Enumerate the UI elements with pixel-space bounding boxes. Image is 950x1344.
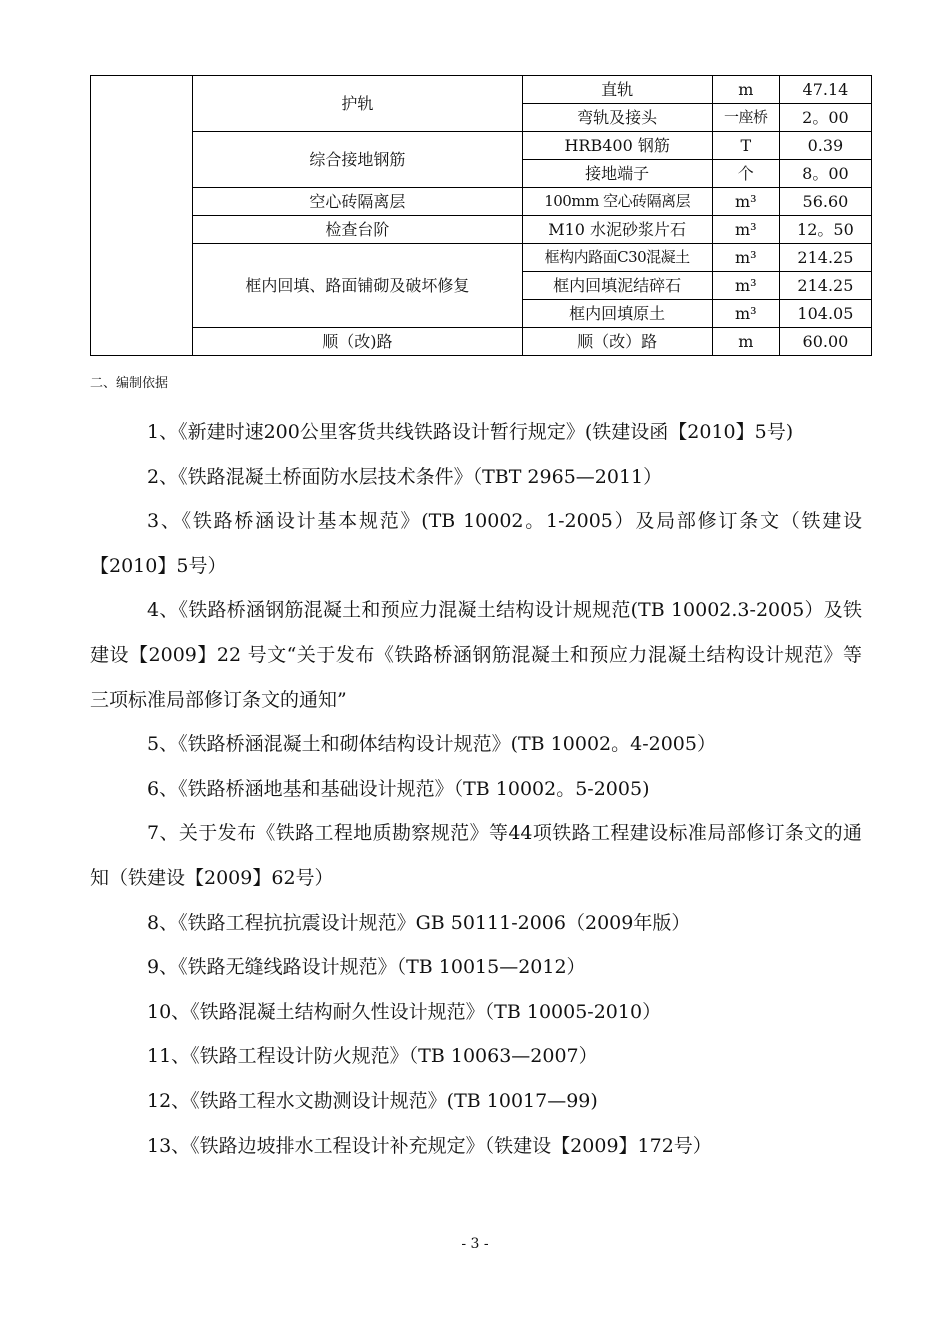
list-item: 5、《铁路桥涵混凝土和砌体结构设计规范》(TB 10002。4-2005） [147, 733, 716, 756]
unit-cell: m³ [712, 300, 779, 328]
quantity-cell: 214.25 [779, 272, 871, 300]
quantity-cell: 12。50 [779, 216, 871, 244]
list-item: 11、《铁路工程设计防火规范》（TB 10063—2007） [147, 1045, 598, 1068]
category-cell: 顺（改)路 [193, 328, 522, 356]
quantity-cell: 60.00 [779, 328, 871, 356]
list-item: 3、《铁路桥涵设计基本规范》(TB 10002。1-2005）及局部修订条文（铁建设【2010】5号） [90, 510, 862, 577]
item-cell: M10 水泥砂浆片石 [522, 216, 712, 244]
item-cell: 直轨 [522, 76, 712, 104]
list-item: 8、《铁路工程抗抗震设计规范》GB 50111-2006（2009年版） [147, 911, 691, 934]
unit-cell: 个 [712, 160, 779, 188]
unit-cell: m³ [712, 216, 779, 244]
category-cell: 综合接地钢筋 [193, 132, 522, 188]
unit-cell: m³ [712, 244, 779, 272]
table-row [91, 328, 872, 356]
list-item: 12、《铁路工程水文勘测设计规范》(TB 10017—99) [147, 1089, 598, 1112]
basis-list [90, 410, 862, 1168]
category-cell: 空心砖隔离层 [193, 188, 522, 216]
category-cell: 护轨 [193, 76, 522, 132]
list-item: 7、关于发布《铁路工程地质勘察规范》等44项铁路工程建设标准局部修订条文的通知（铁建设【2009】62号） [90, 822, 862, 889]
category-cell: 框内回填、路面铺砌及破坏修复 [193, 244, 522, 328]
quantity-cell: 47.14 [779, 76, 871, 104]
quantity-cell: 8。00 [779, 160, 871, 188]
list-item: 4、《铁路桥涵钢筋混凝土和预应力混凝土结构设计规规范(TB 10002.3-2005）及铁建设【2009】22 号文“关于发布《铁路桥涵钢筋混凝土和预应力混凝土结构设计规范》等三项标准局部修订条文的通知” [90, 599, 862, 711]
unit-cell: m³ [712, 188, 779, 216]
list-item: 2、《铁路混凝土桥面防水层技术条件》（TBT 2965—2011） [147, 465, 663, 488]
page-number: - 3 - [461, 1236, 489, 1252]
item-cell: 接地端子 [522, 160, 712, 188]
item-cell: 框内回填泥结碎石 [522, 272, 712, 300]
table-row [91, 188, 872, 216]
item-cell: 弯轨及接头 [522, 104, 712, 132]
merged-blank-cell [91, 76, 193, 356]
item-cell: HRB400 钢筋 [522, 132, 712, 160]
unit-cell: m [712, 328, 779, 356]
list-item: 10、《铁路混凝土结构耐久性设计规范》（TB 10005-2010） [147, 1000, 662, 1023]
unit-cell: T [712, 132, 779, 160]
table-row [91, 244, 872, 272]
section-heading: 二、编制依据 [90, 376, 169, 391]
quantity-cell: 56.60 [779, 188, 871, 216]
category-cell: 检查台阶 [193, 216, 522, 244]
quantity-table [90, 75, 872, 356]
item-cell: 框内回填原土 [522, 300, 712, 328]
item-cell: 100mm 空心砖隔离层 [522, 188, 712, 216]
quantity-cell: 104.05 [779, 300, 871, 328]
list-item: 9、《铁路无缝线路设计规范》（TB 10015—2012） [147, 956, 586, 979]
quantity-cell: 2。00 [779, 104, 871, 132]
unit-cell: 一座桥 [712, 104, 779, 132]
item-cell: 顺（改）路 [522, 328, 712, 356]
table-row [91, 132, 872, 160]
unit-cell: m [712, 76, 779, 104]
list-item: 6、《铁路桥涵地基和基础设计规范》（TB 10002。5-2005) [147, 777, 650, 800]
quantity-cell: 214.25 [779, 244, 871, 272]
list-item: 13、《铁路边坡排水工程设计补充规定》（铁建设【2009】172号） [147, 1134, 712, 1157]
table-row [91, 76, 872, 104]
list-item: 1、《新建时速200公里客货共线铁路设计暂行规定》(铁建设函【2010】5号) [147, 421, 794, 443]
table-row [91, 216, 872, 244]
item-cell: 框构内路面C30混凝土 [522, 244, 712, 272]
unit-cell: m³ [712, 272, 779, 300]
quantity-cell: 0.39 [779, 132, 871, 160]
